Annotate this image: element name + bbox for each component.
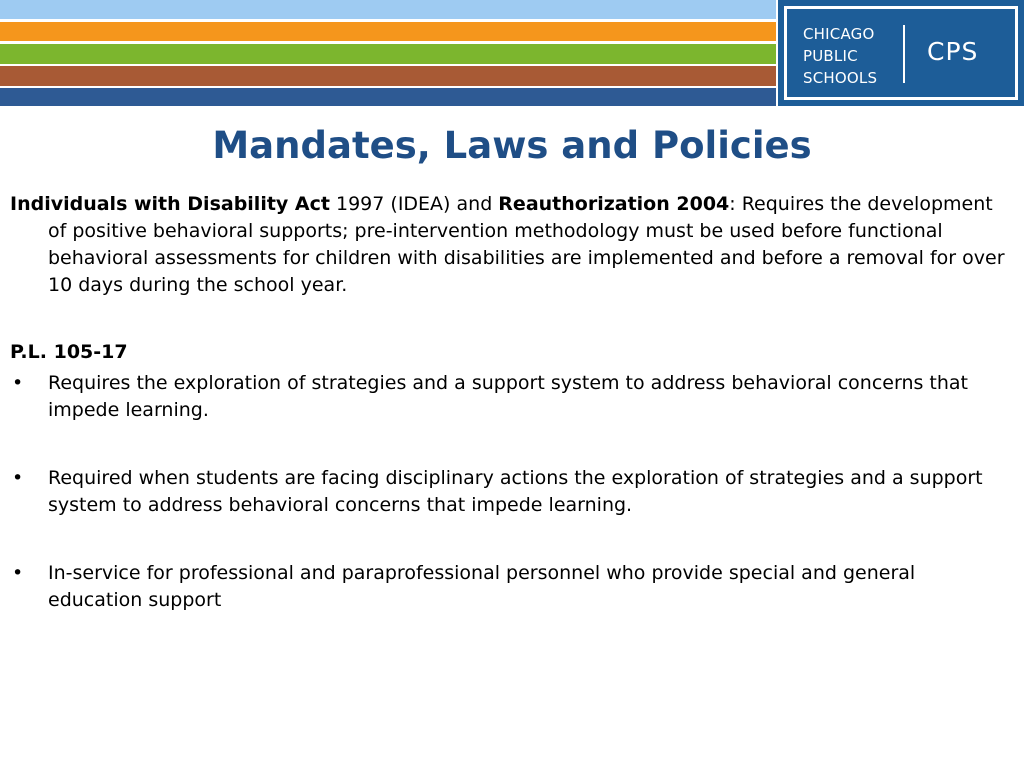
slide-body — [10, 191, 1014, 655]
logo-divider — [903, 25, 905, 83]
section-heading: P.L. 105-17 — [10, 341, 128, 363]
bullet-text: Required when students are facing disciplinary actions the exploration of strategies and a support system to address behavioral concerns that impede learning. — [48, 467, 983, 516]
act-name: Individuals with Disability Act — [10, 193, 330, 215]
logo-line-public: PUBLIC — [803, 47, 858, 65]
stripe-dark-blue — [0, 88, 776, 106]
logo-line-schools: SCHOOLS — [803, 69, 878, 87]
slide-title: Mandates, Laws and Policies — [212, 124, 812, 167]
act-year: 1997 (IDEA) and — [329, 193, 499, 215]
idea-description: : Requires the development of positive behavioral supports; pre-intervention methodology must be used before functional behavioral assessments for children with disabilities are implemented and before a removal for over 10 days during the school year. — [48, 193, 1005, 296]
logo-wordmark — [803, 23, 877, 89]
bullet-text: In-service for professional and paraprofessional personnel who provide special and general education support — [48, 562, 916, 611]
logo-line-chicago: CHICAGO — [803, 25, 875, 43]
cps-logo — [778, 0, 1024, 106]
logo-frame — [784, 6, 1018, 100]
stripe-orange — [0, 22, 776, 41]
reauthorization: Reauthorization 2004 — [498, 193, 730, 215]
bullet-item — [10, 370, 1014, 424]
bullet-item — [10, 465, 1014, 519]
bullet-icon: • — [12, 467, 24, 489]
stripe-green — [0, 44, 776, 64]
bullet-text: Requires the exploration of strategies and a support system to address behavioral concerns that impede learning. — [48, 372, 969, 421]
bullet-icon: • — [12, 562, 24, 584]
header-stripes — [0, 0, 776, 106]
bullet-icon: • — [12, 372, 24, 394]
bullet-item — [10, 560, 1014, 614]
stripe-brown — [0, 66, 776, 86]
bullet-list — [10, 370, 1014, 614]
stripe-light-blue — [0, 0, 776, 19]
logo-mark-cps: CPS — [927, 37, 979, 66]
idea-paragraph — [10, 191, 1014, 299]
